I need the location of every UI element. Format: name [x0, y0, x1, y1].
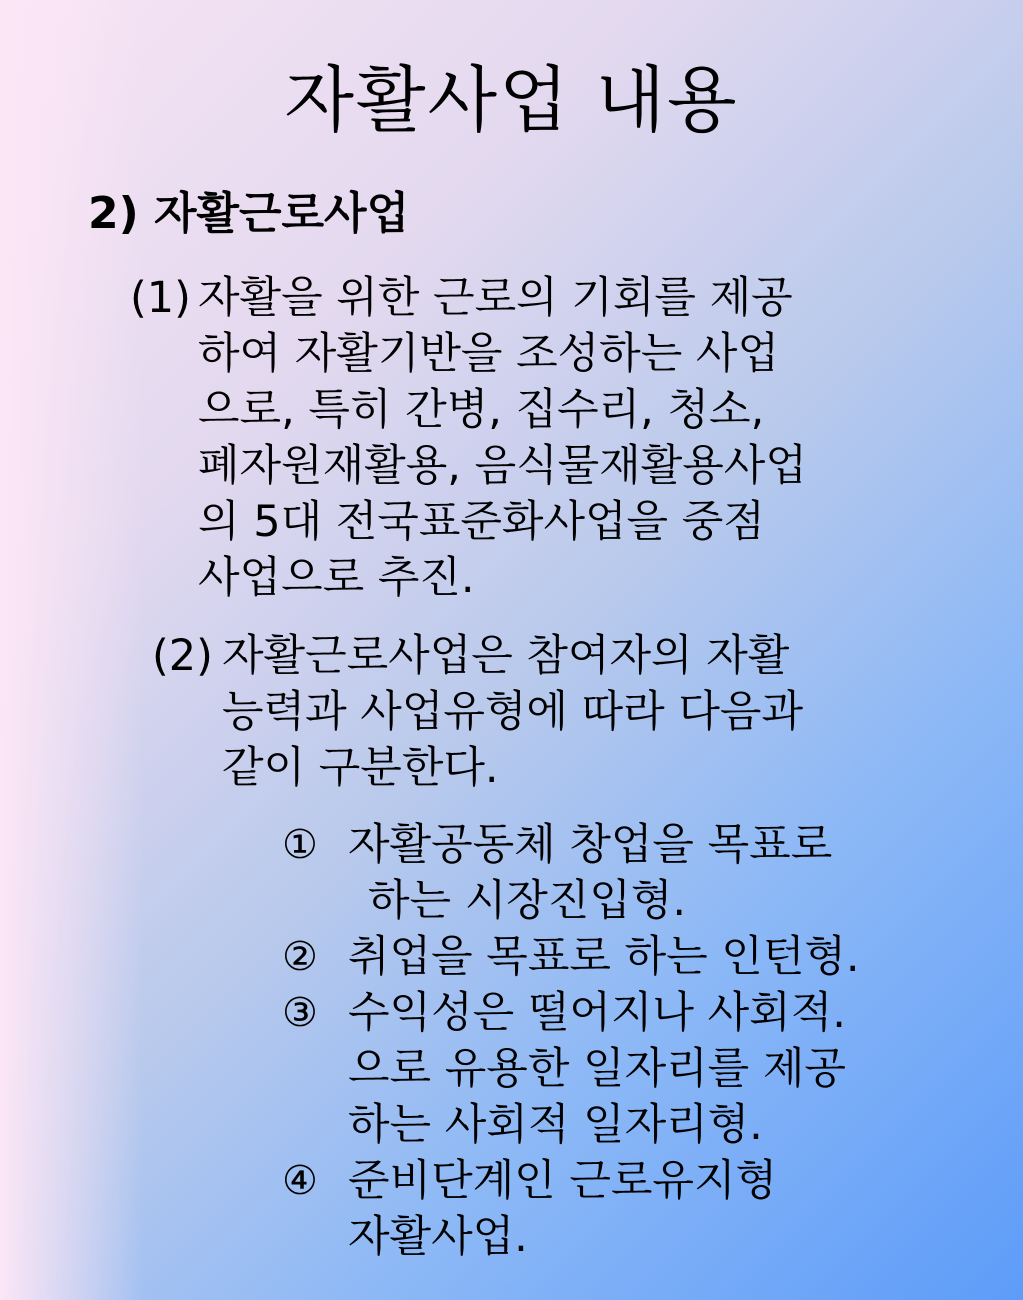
- paragraph-line: 자활을 위한 근로의 기회를 제공: [198, 273, 793, 323]
- list-item-line: 자활사업.: [348, 1212, 528, 1262]
- paragraph-line: 의 5대 전국표준화사업을 중점: [198, 497, 765, 547]
- list-item-line: 준비단계인 근로유지형: [348, 1156, 778, 1206]
- list-item: [282, 985, 860, 1153]
- paragraph-2: [152, 628, 803, 796]
- paragraph-marker: (1): [130, 273, 191, 323]
- section-heading: 2) 자활근로사업: [88, 188, 410, 239]
- paragraph-marker: (2): [152, 631, 213, 681]
- paragraph-line: 폐자원재활용, 음식물재활용사업: [198, 441, 807, 491]
- list-item-line: 자활공동체 창업을 목표로: [348, 820, 833, 870]
- paragraph-line: 사업으로 추진.: [198, 553, 475, 603]
- list-number: ②: [282, 934, 318, 980]
- list-number: ③: [282, 990, 318, 1036]
- paragraph-1: [130, 270, 807, 606]
- list-item-line: 수익성은 떨어지나 사회적.: [348, 988, 846, 1038]
- list-number: ④: [282, 1158, 318, 1204]
- list-item-line: 으로 유용한 일자리를 제공: [348, 1044, 846, 1094]
- list-number: ①: [282, 822, 318, 868]
- list-item: [282, 929, 860, 985]
- slide-title: 자활사업 내용: [284, 58, 739, 142]
- list-item-line: 하는 시장진입형.: [368, 876, 687, 926]
- paragraph-line: 같이 구분한다.: [222, 743, 499, 793]
- numbered-list: [282, 817, 860, 1265]
- paragraph-line: 능력과 사업유형에 따라 다음과: [222, 687, 803, 737]
- paragraph-line: 으로, 특히 간병, 집수리, 청소,: [198, 385, 765, 435]
- list-item-line: 하는 사회적 일자리형.: [348, 1100, 763, 1150]
- paragraph-line: 하여 자활기반을 조성하는 사업: [198, 329, 779, 379]
- list-item: [282, 817, 860, 929]
- list-item: [282, 1153, 860, 1265]
- list-item-line: 취업을 목표로 하는 인턴형.: [348, 932, 860, 982]
- paragraph-line: 자활근로사업은 참여자의 자활: [222, 631, 790, 681]
